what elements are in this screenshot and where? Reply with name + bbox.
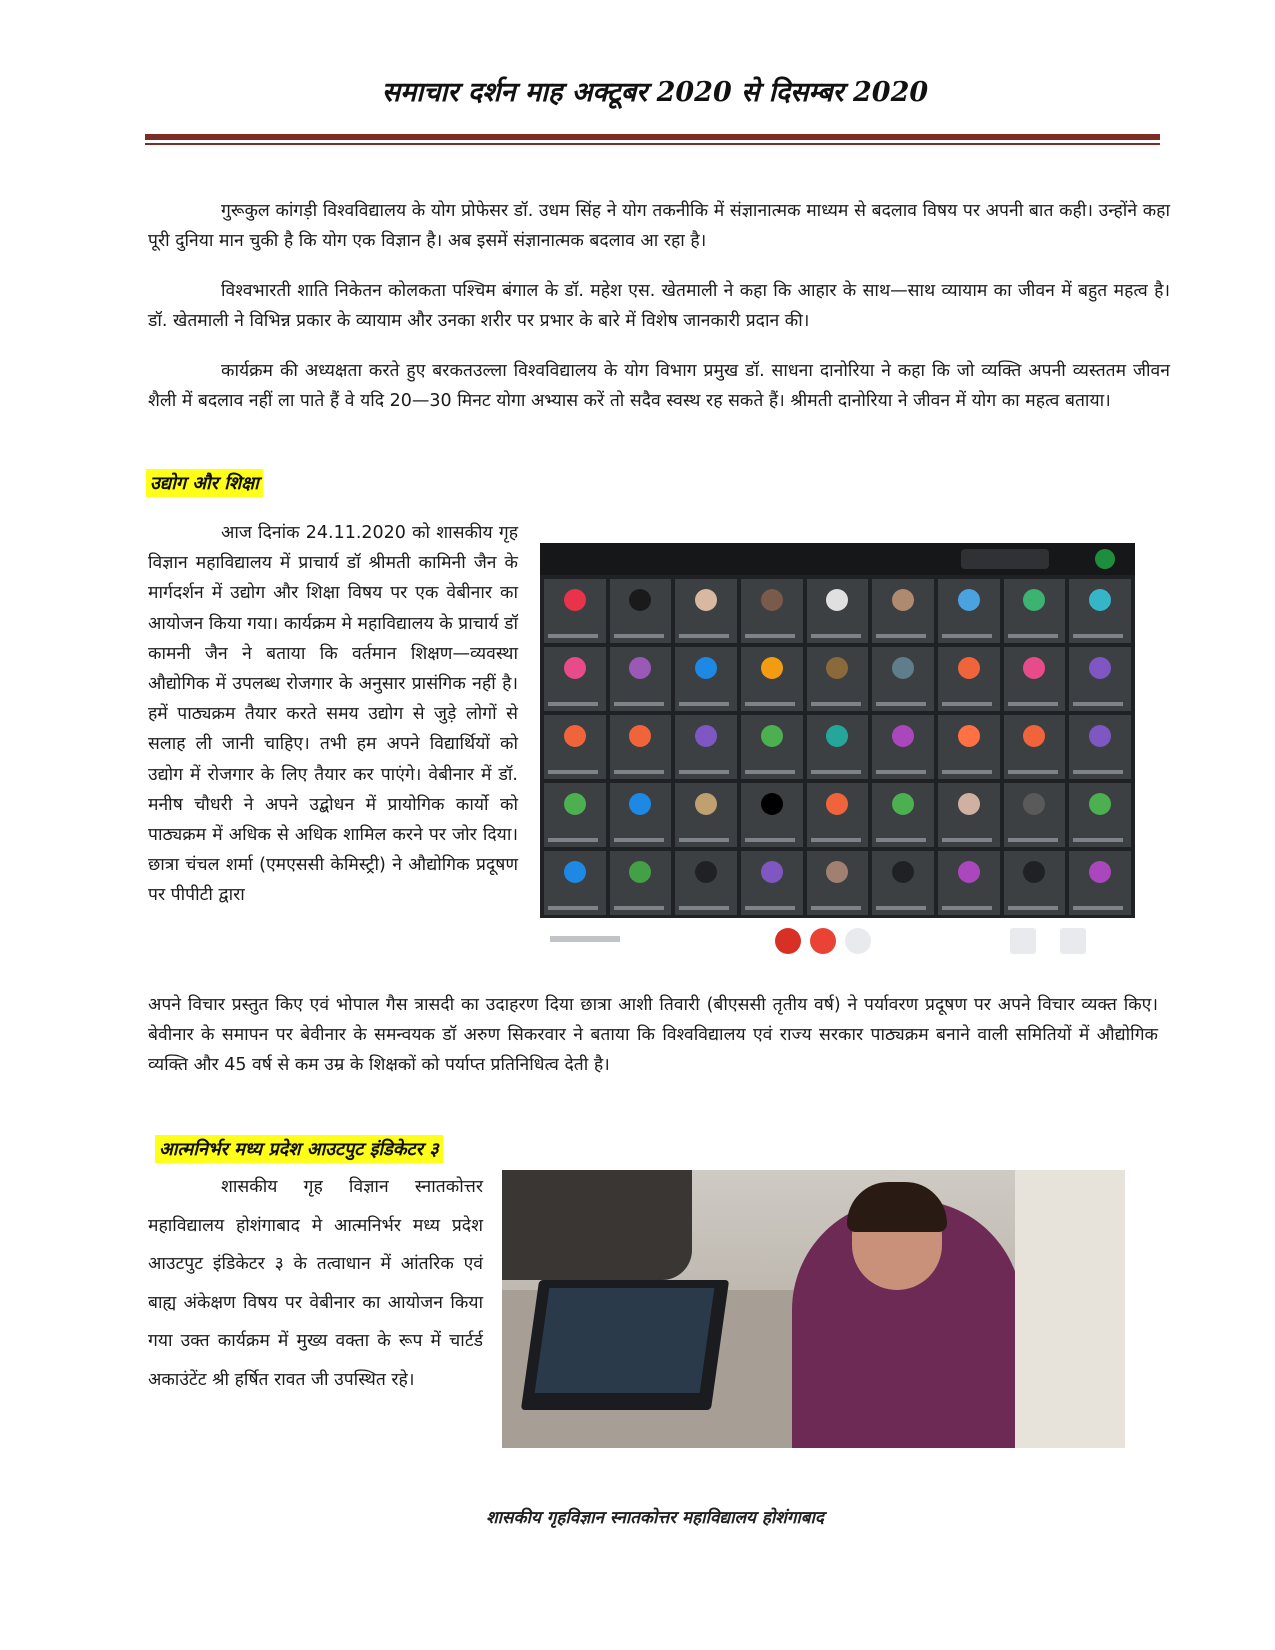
participant-tile xyxy=(872,579,934,643)
participant-avatar-icon xyxy=(564,657,586,679)
participant-name-bar xyxy=(1073,838,1123,842)
participant-tile xyxy=(938,579,1000,643)
participant-avatar-icon xyxy=(761,793,783,815)
participant-avatar-icon xyxy=(892,861,914,883)
section1-column-text: आज दिनांक 24.11.2020 को शासकीय गृह विज्ञान महाविद्यालय में प्राचार्य डॉ श्रीमती कामिनी जैन के मार्गदर्शन में उद्योग और शिक्षा विषय पर एक वेबीनार का आयोजन किया गया। कार्यक्रम मे महाविद्यालय के प्राचार्य डॉ कामनी जैन ने बताया कि वर्तमान शिक्षण—व्यवस्था औद्योगिक में उपलब्ध रोजगार के अनुसार प्रासंगिक नहीं है। हमें पाठ्यक्रम तैयार करते समय उद्योग से जुड़े लोगों से सलाह ली जानी चाहिए। तभी हम अपने विद्यार्थियों को उद्योग में रोजगार के लिए तैयार कर पाएंगे। वेबीनार में डॉ. मनीष चौधरी ने अपने उद्बोधन में प्रायोगिक कार्यो को पाठ्यक्रम में अधिक से अधिक शामिल करने पर जोर दिया। छात्रा चंचल शर्मा (एमएससी केमिस्ट्री) ने औद्योगिक प्रदूषण पर पीपीटी द्वारा xyxy=(148,523,518,906)
participant-name-bar xyxy=(679,906,729,910)
participant-name-bar xyxy=(942,838,992,842)
participant-tile xyxy=(1069,647,1131,711)
participant-tile xyxy=(675,851,737,915)
participant-name-bar xyxy=(745,702,795,706)
participant-avatar-icon xyxy=(564,793,586,815)
participant-tile xyxy=(610,715,672,779)
title-rule-thick xyxy=(145,134,1160,140)
participant-name-bar xyxy=(811,702,861,706)
participant-name-bar xyxy=(614,906,664,910)
participant-avatar-icon xyxy=(629,589,651,611)
participant-tile xyxy=(675,783,737,847)
participant-avatar-icon xyxy=(629,793,651,815)
present-icon xyxy=(1060,928,1086,954)
participant-tile xyxy=(610,647,672,711)
participant-tile xyxy=(675,579,737,643)
participant-tile xyxy=(872,647,934,711)
participant-avatar-icon xyxy=(1089,793,1111,815)
participant-name-bar xyxy=(876,634,926,638)
participant-tile xyxy=(675,715,737,779)
participant-tile xyxy=(610,783,672,847)
section1-full-text: अपने विचार प्रस्तुत किए एवं भोपाल गैस त्रासदी का उदाहरण दिया छात्रा आशी तिवारी (बीएससी तृतीय वर्ष) ने पर्यावरण प्रदूषण पर अपने विचार व्यक्त किए। बेवीनार के समापन पर बेवीनार के समन्वयक डॉ अरुण सिकरवार ने बताया कि विश्वविद्यालय एवं राज्य सरकार पाठ्यक्रम बनाने वाली समितियों में औद्योगिक व्यक्ति और 45 वर्ष से कम उम्र के शिक्षकों को पर्याप्त प्रतिनिधित्व देती है। xyxy=(148,995,1158,1075)
participant-tile xyxy=(938,783,1000,847)
participant-tile xyxy=(872,851,934,915)
participant-name-bar xyxy=(548,634,598,638)
participant-name-bar xyxy=(811,634,861,638)
participant-name-bar xyxy=(548,702,598,706)
office-wall-shape xyxy=(1015,1170,1125,1448)
page-title: समाचार दर्शन माह अक्टूबर 2020 से दिसम्बर 2020 xyxy=(381,77,929,108)
participant-avatar-icon xyxy=(892,657,914,679)
participant-name-bar xyxy=(1073,770,1123,774)
paragraph-yoga-practice: कार्यक्रम की अध्यक्षता करते हुए बरकतउल्ला विश्वविद्यालय के योग विभाग प्रमुख डॉ. साधना दानोरिया ने कहा कि जो व्यक्ति अपनी व्यस्ततम जीवन शैली में बदलाव नहीं ला पाते हैं वे यदि 20—30 मिनट योगा अभ्यास करें तो सदैव स्वस्थ रह सकते हैं। श्रीमती दानोरिया ने जीवन में योग का महत्व बताया। xyxy=(148,361,1170,411)
participant-tile xyxy=(1004,783,1066,847)
participant-avatar-icon xyxy=(761,725,783,747)
participant-tile xyxy=(741,715,803,779)
meeting-top-bar xyxy=(540,543,1135,575)
participant-tile xyxy=(1004,647,1066,711)
participant-name-bar xyxy=(614,838,664,842)
participant-name-bar xyxy=(876,702,926,706)
participant-avatar-icon xyxy=(761,861,783,883)
participant-avatar-icon xyxy=(1023,657,1045,679)
participant-name-bar xyxy=(614,634,664,638)
participant-avatar-icon xyxy=(761,657,783,679)
participant-name-bar xyxy=(614,702,664,706)
participant-name-bar xyxy=(548,770,598,774)
paragraph-yoga-cognitive: गुरूकुल कांगड़ी विश्वविद्यालय के योग प्रोफेसर डॉ. उधम सिंह ने योग तकनीकि में संज्ञानात्मक माध्यम से बदलाव विषय पर अपनी बात कही। उन्होंने कहा पूरी दुनिया मान चुकी है कि योग एक विज्ञान है। अब इसमें संज्ञानात्मक बदलाव आ रहा है। xyxy=(148,201,1170,251)
participant-tile xyxy=(544,715,606,779)
participant-name-bar xyxy=(679,702,729,706)
participant-name-bar xyxy=(811,838,861,842)
meeting-controls-bar xyxy=(540,918,1135,968)
participant-avatar-icon xyxy=(695,793,717,815)
participant-tile xyxy=(807,647,869,711)
participant-tile xyxy=(1004,579,1066,643)
participant-avatar-icon xyxy=(826,589,848,611)
participant-tile xyxy=(938,715,1000,779)
participant-avatar-icon xyxy=(695,725,717,747)
section-heading-atmanirbhar: आत्मनिर्भर मध्य प्रदेश आउटपुट इंडिकेटर ३ xyxy=(155,1135,443,1163)
participant-name-bar xyxy=(1008,634,1058,638)
participant-name-bar xyxy=(811,770,861,774)
participant-name-bar xyxy=(942,770,992,774)
participants-pill xyxy=(961,549,1049,569)
participant-avatar-icon xyxy=(564,725,586,747)
participants-count-icon xyxy=(1095,549,1115,569)
participant-tile xyxy=(807,579,869,643)
participant-name-bar xyxy=(1073,702,1123,706)
participant-tile xyxy=(1069,579,1131,643)
camera-icon xyxy=(845,928,871,954)
participant-name-bar xyxy=(614,770,664,774)
participant-avatar-icon xyxy=(1089,725,1111,747)
participant-tile xyxy=(610,579,672,643)
participant-avatar-icon xyxy=(1089,657,1111,679)
participant-avatar-icon xyxy=(1089,861,1111,883)
participant-grid xyxy=(544,579,1131,915)
participant-avatar-icon xyxy=(958,725,980,747)
participant-avatar-icon xyxy=(958,657,980,679)
participant-avatar-icon xyxy=(695,589,717,611)
participant-name-bar xyxy=(745,770,795,774)
mic-muted-icon xyxy=(775,928,801,954)
participant-avatar-icon xyxy=(695,861,717,883)
participant-name-bar xyxy=(679,770,729,774)
participant-name-bar xyxy=(679,838,729,842)
participant-avatar-icon xyxy=(761,589,783,611)
participant-name-bar xyxy=(745,634,795,638)
participant-name-bar xyxy=(1008,838,1058,842)
participant-tile xyxy=(544,647,606,711)
laptop-screen-shape xyxy=(535,1288,715,1393)
participant-tile xyxy=(741,783,803,847)
participant-avatar-icon xyxy=(1023,793,1045,815)
participant-name-bar xyxy=(876,838,926,842)
person-hair-shape xyxy=(847,1182,947,1232)
participant-tile xyxy=(872,783,934,847)
participant-avatar-icon xyxy=(958,793,980,815)
participant-name-bar xyxy=(1073,634,1123,638)
participant-tile xyxy=(675,647,737,711)
participant-name-bar xyxy=(548,838,598,842)
participant-avatar-icon xyxy=(564,861,586,883)
webinar-meeting-screenshot xyxy=(540,543,1135,968)
participant-name-bar xyxy=(942,634,992,638)
participant-name-bar xyxy=(1073,906,1123,910)
participant-avatar-icon xyxy=(629,861,651,883)
participant-name-bar xyxy=(876,906,926,910)
participant-tile xyxy=(807,715,869,779)
participant-avatar-icon xyxy=(564,589,586,611)
participant-tile xyxy=(741,851,803,915)
paragraph-diet-exercise: विश्वभारती शाति निकेतन कोलकता पश्चिम बंगाल के डॉ. महेश एस. खेतमाली ने कहा कि आहार के साथ—साथ व्यायाम का जीवन में बहुत महत्व है। डॉ. खेतमाली ने विभिन्न प्रकार के व्यायाम और उनका शरीर पर प्रभार के बारे में विशेष जानकारी प्रदान की। xyxy=(148,281,1170,331)
participant-avatar-icon xyxy=(629,657,651,679)
section2-column-text: शासकीय गृह विज्ञान स्नातकोत्तर महाविद्यालय होशंगाबाद मे आत्मनिर्भर मध्य प्रदेश आउटपुट इंडिकेटर ३ के तत्वाधान में आंतरिक एवं बाह्य अंकेक्षण विषय पर वेबीनार का आयोजन किया गया उक्त कार्यक्रम में मुख्य वक्ता के रूप में चार्टर्ड अकाउंटेंट श्री हर्षित रावत जी उपस्थित रहे। xyxy=(148,1177,483,1390)
participant-tile xyxy=(1069,851,1131,915)
page-footer: शासकीय गृहविज्ञान स्नातकोत्तर महाविद्यालय होशंगाबाद xyxy=(486,1508,824,1528)
section-heading-industry-education: उद्योग और शिक्षा xyxy=(146,469,263,497)
participant-tile xyxy=(938,851,1000,915)
participant-avatar-icon xyxy=(892,793,914,815)
participant-tile xyxy=(741,647,803,711)
office-chair-shape xyxy=(502,1170,692,1280)
participant-name-bar xyxy=(942,702,992,706)
title-rule-thin xyxy=(145,143,1160,145)
participant-tile xyxy=(1004,851,1066,915)
participant-tile xyxy=(544,851,606,915)
participant-tile xyxy=(938,647,1000,711)
participant-name-bar xyxy=(1008,770,1058,774)
participant-tile xyxy=(544,579,606,643)
participant-tile xyxy=(544,783,606,847)
participant-avatar-icon xyxy=(1089,589,1111,611)
participant-avatar-icon xyxy=(958,589,980,611)
participant-tile xyxy=(1069,783,1131,847)
participant-name-bar xyxy=(942,906,992,910)
participant-avatar-icon xyxy=(892,589,914,611)
participant-avatar-icon xyxy=(695,657,717,679)
participant-name-bar xyxy=(876,770,926,774)
participant-avatar-icon xyxy=(1023,589,1045,611)
participant-avatar-icon xyxy=(826,793,848,815)
participant-tile xyxy=(872,715,934,779)
participant-tile xyxy=(1069,715,1131,779)
participant-name-bar xyxy=(811,906,861,910)
participant-tile xyxy=(807,851,869,915)
participant-avatar-icon xyxy=(892,725,914,747)
participant-name-bar xyxy=(1008,906,1058,910)
participant-tile xyxy=(1004,715,1066,779)
meeting-details-label xyxy=(550,936,620,942)
participant-avatar-icon xyxy=(958,861,980,883)
participant-tile xyxy=(741,579,803,643)
participant-avatar-icon xyxy=(1023,861,1045,883)
participant-avatar-icon xyxy=(826,861,848,883)
participant-name-bar xyxy=(745,838,795,842)
participant-name-bar xyxy=(745,906,795,910)
participant-name-bar xyxy=(679,634,729,638)
participant-tile xyxy=(807,783,869,847)
captions-icon xyxy=(1010,928,1036,954)
participant-avatar-icon xyxy=(826,725,848,747)
participant-tile xyxy=(610,851,672,915)
hangup-icon xyxy=(810,928,836,954)
participant-name-bar xyxy=(548,906,598,910)
participant-name-bar xyxy=(1008,702,1058,706)
webinar-office-photo xyxy=(502,1170,1125,1448)
participant-avatar-icon xyxy=(826,657,848,679)
participant-avatar-icon xyxy=(629,725,651,747)
participant-avatar-icon xyxy=(1023,725,1045,747)
